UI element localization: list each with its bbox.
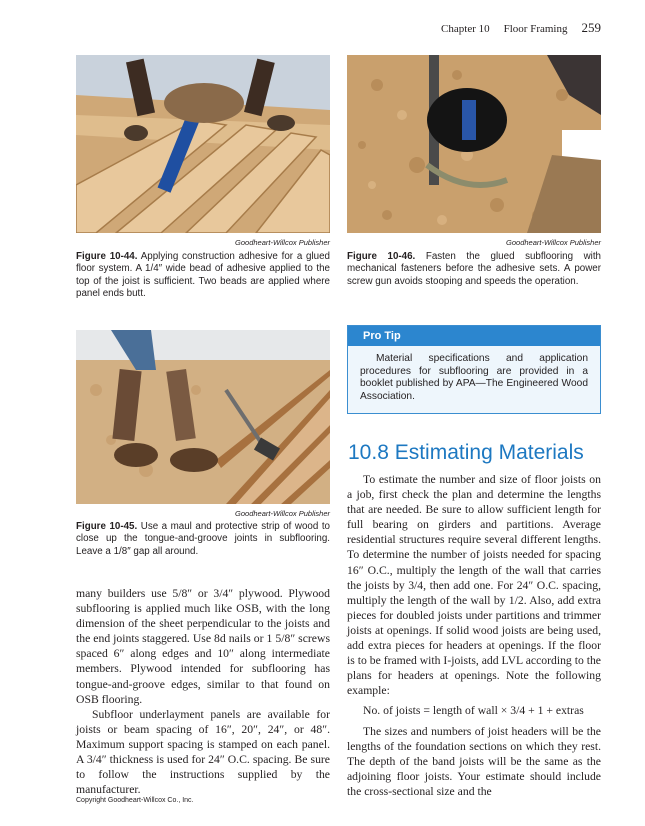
credit-fig-10-46: Goodheart-Willcox Publisher xyxy=(506,238,601,247)
right-column-text xyxy=(347,472,601,799)
credit-fig-10-44: Goodheart-Willcox Publisher xyxy=(235,238,330,247)
caption-label: Figure 10-45. xyxy=(76,521,138,532)
photo-maul-tongue-groove xyxy=(76,330,330,504)
pro-tip-text: Material specifications and application procedures for subflooring are provided in a booklet published by APA—The Engineered Wood Association. xyxy=(360,353,588,402)
photo-power-screw-gun xyxy=(347,55,601,233)
caption-label: Figure 10-46. xyxy=(347,251,416,262)
body-paragraph: many builders use 5/8″ or 3/4″ plywood. Plywood subflooring is applied much like OSB, with the long dimension of the sheet perpendicular to the joists and the end joints staggered. Use 8d nails or 1 5/8″ screws spaced 6″ along edges and 10″ along intermediate members. Plywood intended for subflooring has tongue-and-groove edges, similar to that found on OSB flooring. xyxy=(76,587,330,706)
header-title: Floor Framing xyxy=(503,23,568,35)
body-paragraph: The sizes and numbers of joist headers will be the lengths of the foundation sections on which they rest. The depth of the band joists will be the same as the adjoining floor joists. Your estimate should include the cross-sectional size and the xyxy=(347,724,601,798)
body-paragraph: To estimate the number and size of floor joists on a job, first check the plan and determine the lengths that are needed. Be sure to allow sufficient length for full bearing on girders and partitions. Average residential structures require several different lengths. To determine the number of joists needed for spacing 16″ O.C., multiply the length of the wall that carries the joists by 3/4, then add one. For 24″ O.C. spacing, multiply the length of the wall by 1/2. Also, add extra pieces for doubled joists under partitions and trimmer joists at openings. If solid wood joists are being used, add extra pieces for headers at openings. If the floor is to be framed with I-joists, add LVL according to the plans for headers at openings. Note the following example: xyxy=(347,473,601,698)
caption-fig-10-44 xyxy=(76,251,330,300)
section-heading: 10.8 Estimating Materials xyxy=(348,441,584,464)
caption-text: Applying construction adhesive for a glued floor system. A 1/4″ wide bead of adhesive applied to the top of the joist is sufficient. Two beads are applied where panel ends butt. xyxy=(76,251,330,299)
formula-line: No. of joists = length of wall × 3/4 + 1 + extras xyxy=(363,704,584,718)
caption-text: Fasten the glued subflooring with mechanical fasteners before the adhesive sets. A power screw gun avoids stooping and speeds the operation. xyxy=(347,251,601,287)
caption-text: Use a maul and protective strip of wood to close up the tongue-and-groove joints in subflooring. Leave a 1/8″ gap all around. xyxy=(76,521,330,557)
copyright-footer: Copyright Goodheart-Willcox Co., Inc. xyxy=(76,797,194,804)
left-column-text xyxy=(76,586,330,797)
caption-fig-10-46 xyxy=(347,251,601,288)
page-number: 259 xyxy=(581,20,601,35)
caption-label: Figure 10-44. xyxy=(76,251,138,262)
body-paragraph: Subfloor underlayment panels are available for joists or beam spacing of 16″, 20″, 24″, or 48″. Maximum support spacing is stamped on each panel. A 3/4″ thickness is used for 24″ O.C. spacing. Be sure to follow the instructions supplied by the manufacturer. xyxy=(76,707,330,797)
running-header xyxy=(441,20,601,36)
caption-fig-10-45 xyxy=(76,521,330,558)
pro-tip-box xyxy=(347,325,601,414)
pro-tip-title: Pro Tip xyxy=(348,326,600,346)
header-chapter: Chapter 10 xyxy=(441,23,490,35)
credit-fig-10-45: Goodheart-Willcox Publisher xyxy=(235,509,330,518)
photo-construction-adhesive xyxy=(76,55,330,233)
